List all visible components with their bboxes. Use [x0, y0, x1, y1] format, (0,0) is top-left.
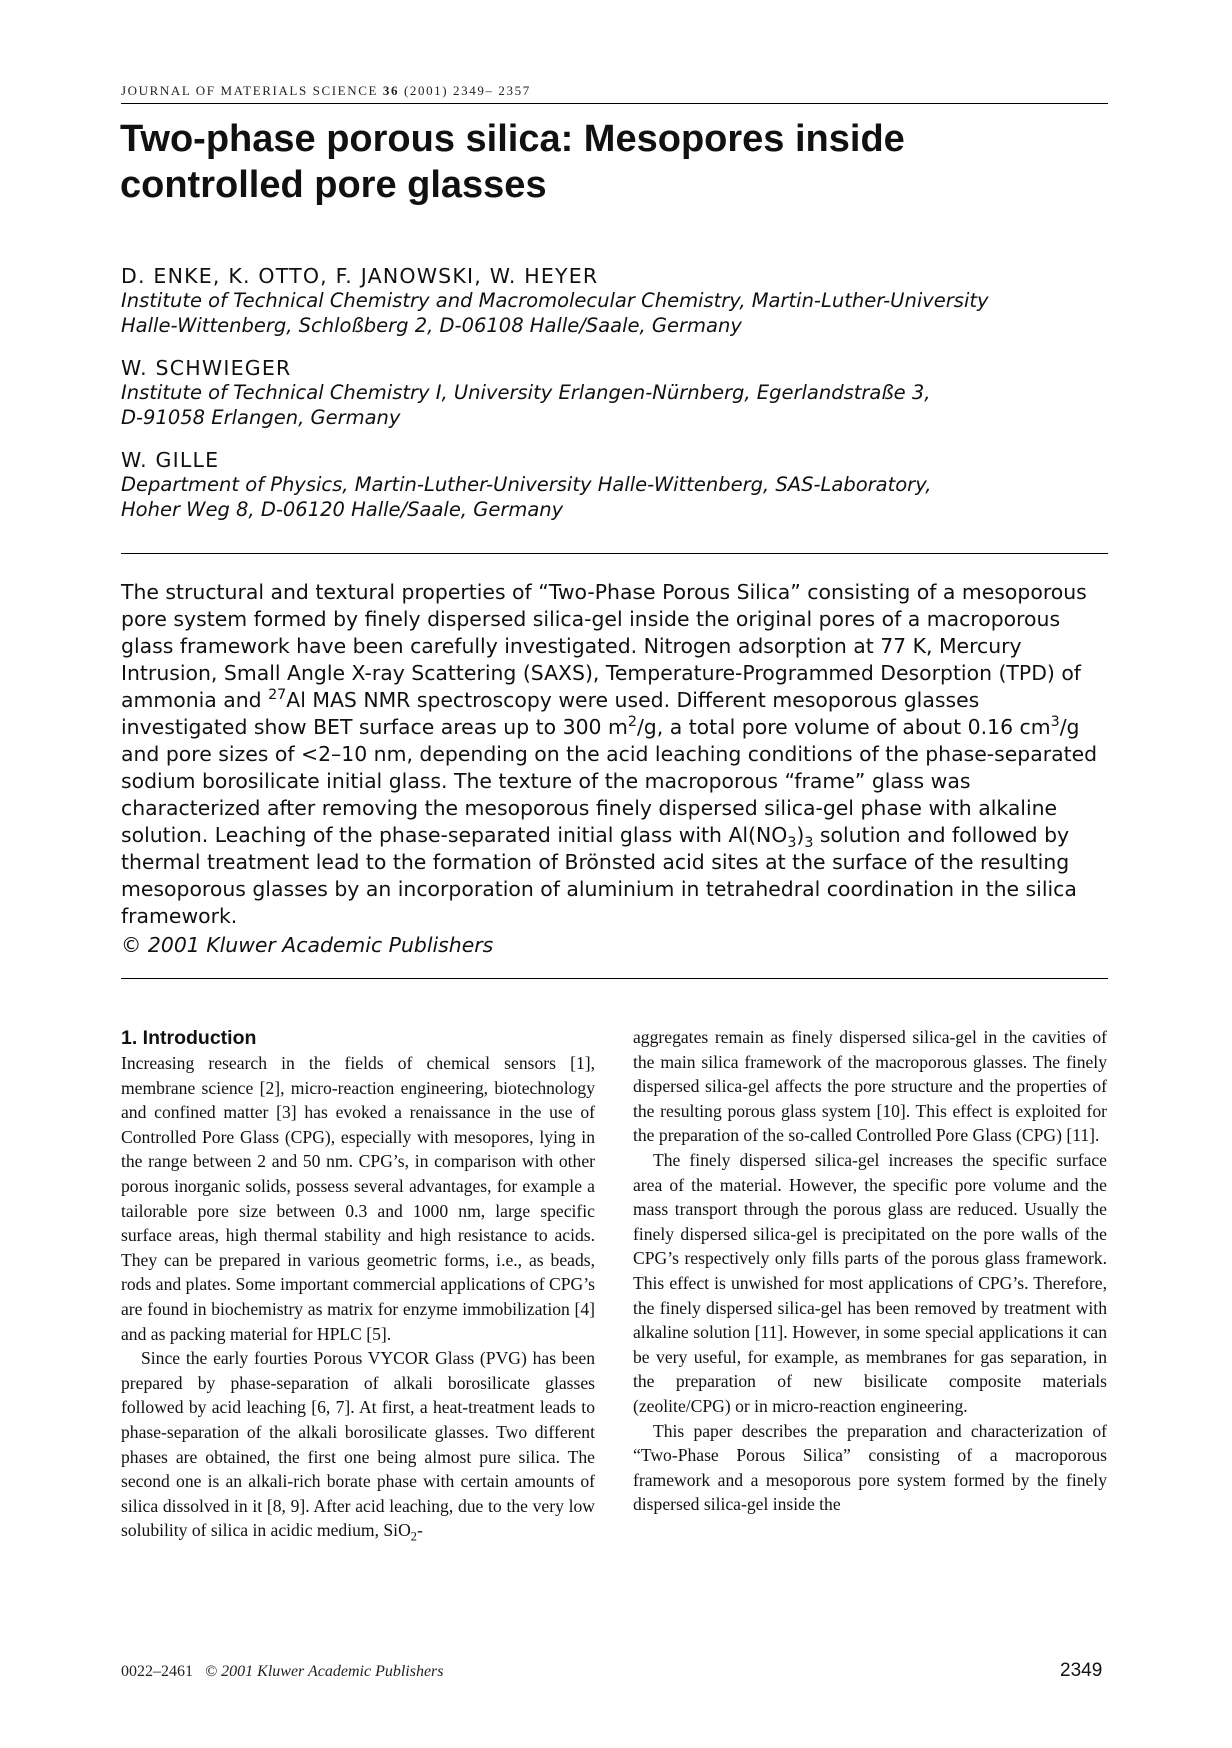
body-column-right	[633, 1025, 1107, 1517]
journal-volume: 36	[382, 83, 400, 98]
intro-paragraph-2-seg-1: Since the early fourties Porous VYCOR Glass (PVG) has been prepared by phase-separation of alkali borosilicate glasses followed by acid leaching [6, 7]. At first, a heat-treatment leads to phase-separation of the alkali borosilicate glasses. Two different phases are obtained, the first one being almost pure silica. The second one is an alkali-rich borate phase with certain amounts of silica dissolved in it [8, 9]. After acid leaching, due to the very low solubility of silica in acidic medium, SiO	[121, 1348, 595, 1541]
abstract-seg-5: )	[796, 823, 805, 847]
affiliation-1-line-1: Institute of Technical Chemistry and Macromolecular Chemistry, Martin-Luther-University	[121, 289, 989, 312]
intro-paragraph-5: This paper describes the preparation and characterization of “Two-Phase Porous Silica” consisting of a macroporous framework and a mesoporous pore system formed by the finely dispersed silica-gel inside the	[633, 1420, 1107, 1515]
title-line-1: Two-phase porous silica: Mesopores inside	[120, 118, 905, 160]
abstract-seg-1: The structural and textural properties of “Two-Phase Porous Silica” consisting of a mesoporous pore system formed by finely dispersed silica-gel inside the original pores of a macroporous glass framework have been carefully investigated. Nitrogen adsorption at 77 K, Mercury Intrusion, Small Angle X-ray Scattering (SAXS), Temperature-Programmed Desorption (TPD) of ammonia and	[121, 580, 1087, 712]
abstract-sub-3b: 3	[804, 835, 814, 852]
affiliation-3	[121, 472, 1101, 522]
abstract-sub-3a: 3	[787, 835, 797, 852]
intro-paragraph-4: The finely dispersed silica-gel increases the specific surface area of the material. However, the specific pore volume and the mass transport through the porous glass are reduced. Usually the finely dispersed silica-gel is precipitated on the pore walls of the CPG’s respectively only fills parts of the porous glass framework. This effect is unwished for most applications of CPG’s. Therefore, the finely dispersed silica-gel has been removed by treatment with alkaline solution [11]. However, in some special applications it can be very useful, for example, as membranes for gas separation, in the preparation of new bisilicate composite materials (zeolite/CPG) or in micro-reaction engineering.	[633, 1149, 1107, 1416]
abstract-copyright: © 2001 Kluwer Academic Publishers	[121, 933, 494, 957]
abstract-seg-6: solution and followed by thermal treatment lead to the formation of Brönsted acid sites at the surface of the resulting mesoporous glasses by an incorporation of aluminium in tetrahedral coordination in the silica framework.	[121, 823, 1077, 928]
page-number: 2349	[1060, 1660, 1103, 1681]
abstract-top-rule	[121, 553, 1108, 554]
intro-paragraph-2	[121, 1346, 595, 1543]
footer-left	[121, 1663, 444, 1681]
header-rule	[121, 103, 1108, 104]
body-column-left	[121, 1025, 595, 1543]
affiliation-3-line-1: Department of Physics, Martin-Luther-University Halle-Wittenberg, SAS-Laboratory,	[121, 473, 932, 496]
intro-paragraph-2-sub: 2	[410, 1529, 417, 1544]
journal-name: JOURNAL OF MATERIALS SCIENCE	[121, 83, 379, 98]
affiliation-1-line-2: Halle-Wittenberg, Schloßberg 2, D-06108 Halle/Saale, Germany	[121, 314, 742, 337]
title-line-2: controlled pore glasses	[120, 164, 547, 206]
author-names-1: D. ENKE, K. OTTO, F. JANOWSKI, W. HEYER	[121, 264, 599, 288]
abstract-text	[121, 579, 1108, 930]
affiliation-1	[121, 288, 1101, 338]
author-names-2: W. SCHWIEGER	[121, 356, 292, 380]
affiliation-3-line-2: Hoher Weg 8, D-06120 Halle/Saale, Germany	[121, 498, 564, 521]
paper-title	[120, 116, 1080, 208]
abstract-seg-4: /g and pore sizes of <2–10 nm, depending on the acid leaching conditions of the phase-separated sodium borosilicate initial glass. The texture of the macroporous “frame” glass was characterized after removing the mesoporous finely dispersed silica-gel phase with alkaline solution. Leaching of the phase-separated initial glass with Al(NO	[121, 715, 1098, 847]
footer-issn: 0022–2461	[121, 1663, 193, 1680]
abstract-sup-2: 2	[627, 714, 637, 731]
abstract-seg-3: /g, a total pore volume of about 0.16 cm	[636, 715, 1051, 739]
journal-year-pages: (2001) 2349– 2357	[403, 83, 531, 98]
affiliation-2	[121, 380, 1101, 430]
footer-copyright: © 2001 Kluwer Academic Publishers	[205, 1663, 444, 1680]
section-heading-introduction: 1. Introduction	[121, 1027, 257, 1049]
abstract	[121, 579, 1108, 930]
author-names-3: W. GILLE	[121, 448, 220, 472]
abstract-bottom-rule	[121, 978, 1108, 979]
affiliation-2-line-2: D-91058 Erlangen, Germany	[121, 406, 401, 429]
intro-paragraph-2-seg-2: -	[416, 1520, 423, 1541]
abstract-sup-27: 27	[268, 687, 287, 704]
intro-paragraph-1: Increasing research in the fields of chemical sensors [1], membrane science [2], micro-reaction engineering, biotechnology and confined matter [3] has evoked a renaissance in the use of Controlled Pore Glass (CPG), especially with mesopores, lying in the range between 2 and 50 nm. CPG’s, in comparison with other porous inorganic solids, possess several advantages, for example a tailorable pore size between 0.3 and 1000 nm, large specific surface areas, high thermal stability and high resistance to acids. They can be prepared in various geometric forms, i.e., as beads, rods and plates. Some important commercial applications of CPG’s are found in biochemistry as matrix for enzyme immobilization [4] and as packing material for HPLC [5].	[121, 1053, 595, 1344]
abstract-seg-2: Al MAS NMR spectroscopy were used. Different mesoporous glasses investigated show BET surface areas up to 300 m	[121, 688, 980, 739]
journal-header	[121, 83, 1108, 99]
intro-paragraph-3: aggregates remain as finely dispersed silica-gel in the cavities of the main silica framework of the macroporous glasses. The finely dispersed silica-gel affects the pore structure and the properties of the resulting porous glass system [10]. This effect is exploited for the preparation of the so-called Controlled Pore Glass (CPG) [11].	[633, 1027, 1107, 1146]
affiliation-2-line-1: Institute of Technical Chemistry I, University Erlangen-Nürnberg, Egerlandstraße 3,	[121, 381, 931, 404]
abstract-sup-3: 3	[1050, 714, 1060, 731]
